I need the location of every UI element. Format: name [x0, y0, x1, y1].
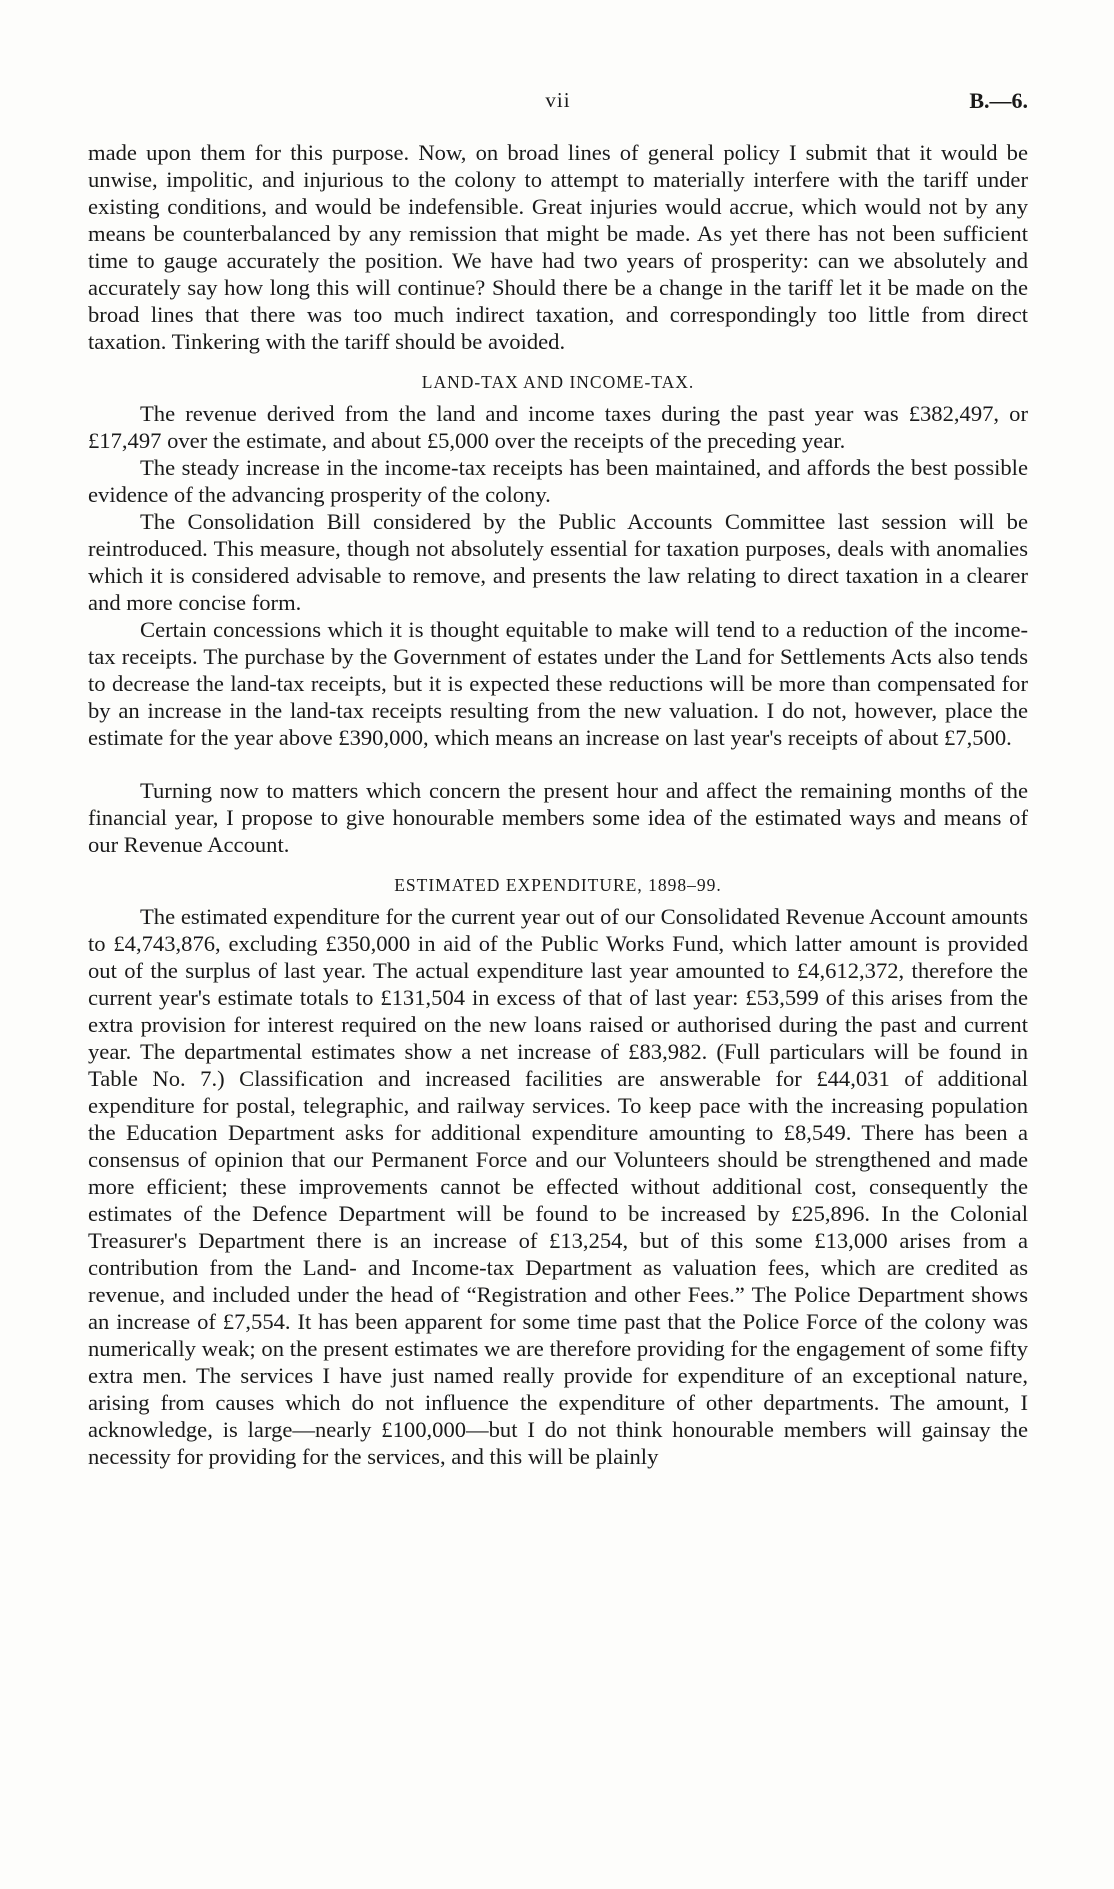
body-text [88, 139, 1028, 1470]
paragraph-consolidation-bill: The Consolidation Bill considered by the Public Accounts Committee last session will be reintroduced. This measure, though not absolutely essential for taxation purposes, deals with anomalies which it is considered advisable to remove, and presents the law relating to direct taxation in a clearer and more concise form. [88, 509, 1028, 615]
section-heading-land-tax: LAND-TAX AND INCOME-TAX. [421, 372, 695, 392]
paragraph-concessions: Certain concessions which it is thought equitable to make will tend to a reduction of the income-tax receipts. The purchase by the Government of estates under the Land for Settlements Acts also tends to decrease the land-tax receipts, but it is expected these reductions will be more than compensated for by an increase in the land-tax receipts resulting from the new valuation. I do not, however, place the estimate for the year above £390,000, which means an increase on last year's receipts of about £7,500. [88, 617, 1028, 750]
paragraph-continuation: made upon them for this purpose. Now, on broad lines of general policy I submit that it would be unwise, impolitic, and injurious to the colony to attempt to materially interfere with the tariff under existing conditions, and would be indefensible. Great injuries would accrue, which would not by any means be counterbalanced by any remission that might be made. As yet there has not been sufficient time to gauge accurately the position. We have had two years of prosperity: can we absolutely and accurately say how long this will continue? Should there be a change in the tariff let it be made on the broad lines that there was too much indirect taxation, and correspondingly too little from direct taxation. Tinkering with the tariff should be avoided. [88, 140, 1028, 354]
paragraph-income-tax-increase: The steady increase in the income-tax receipts has been maintained, and affords the best possible evidence of the advancing prosperity of the colony. [88, 455, 1028, 507]
running-header [88, 88, 1028, 118]
document-reference: B.—6. [969, 88, 1028, 113]
paragraph-land-tax-revenue: The revenue derived from the land and income taxes during the past year was £382,497, or £17,497 over the estimate, and about £5,000 over the receipts of the preceding year. [88, 401, 1028, 453]
paragraph-ways-and-means: Turning now to matters which concern the present hour and affect the remaining months of the financial year, I propose to give honourable members some idea of the estimated ways and means of our Revenue Account. [88, 778, 1028, 857]
paragraph-estimated-expenditure: The estimated expenditure for the current year out of our Consolidated Revenue Account amounts to £4,743,876, excluding £350,000 in aid of the Public Works Fund, which latter amount is provided out of the surplus of last year. The actual expenditure last year amounted to £4,612,372, therefore the current year's estimate totals to £131,504 in excess of that of last year: £53,599 of this arises from the extra provision for interest required on the new loans raised or authorised during the past and current year. The departmental estimates show a net increase of £83,982. (Full particulars will be found in Table No. 7.) Classification and increased facilities are answerable for £44,031 of additional expenditure for postal, telegraphic, and railway services. To keep pace with the increasing population the Education Department asks for additional expenditure amounting to £8,549. There has been a consensus of opinion that our Permanent Force and our Volunteers should be strengthened and made more efficient; these improvements cannot be effected without additional cost, consequently the estimates of the Defence Department will be found to be increased by £25,896. In the Colonial Treasurer's Department there is an increase of £13,254, but of this some £13,000 arises from a contribution from the Land- and Income-tax Department as valuation fees, which are credited as revenue, and included under the head of “Registration and other Fees.” The Police Department shows an increase of £7,554. It has been apparent for some time past that the Police Force of the colony was numerically weak; on the present estimates we are therefore providing for the engagement of some fifty extra men. The services I have just named really provide for expenditure of an exceptional nature, arising from causes which do not influence the expenditure of other departments. The amount, I acknowledge, is large—nearly £100,000—but I do not think honourable members will gainsay the necessity for providing for the services, and this will be plainly [88, 904, 1028, 1469]
section-heading-expenditure: ESTIMATED EXPENDITURE, 1898–99. [394, 875, 722, 895]
page-number: vii [545, 88, 571, 112]
